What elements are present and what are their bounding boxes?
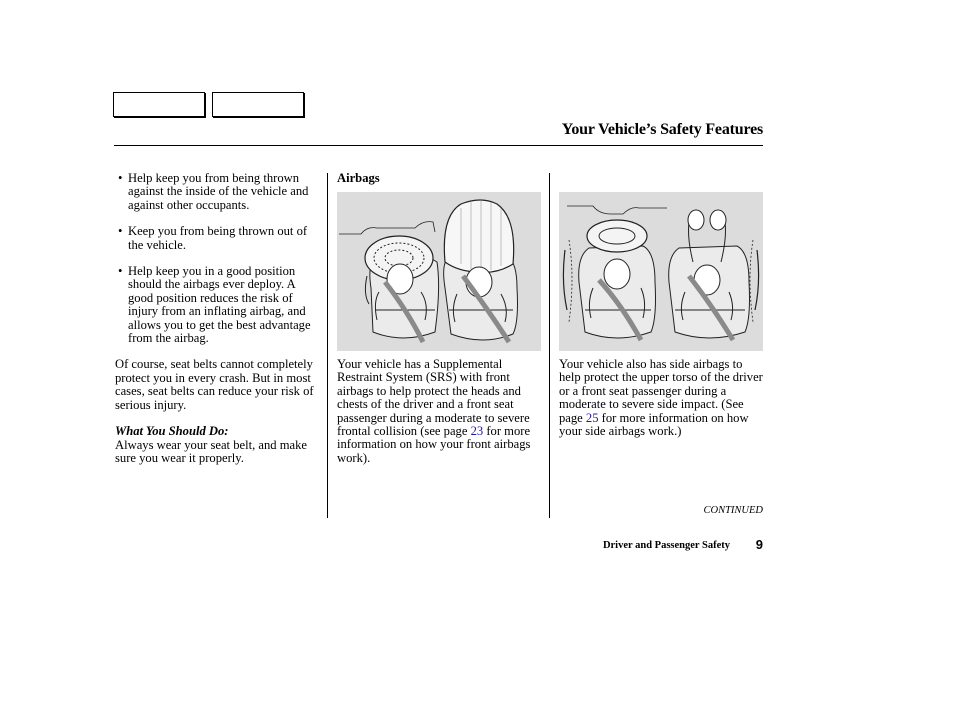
page-23-link[interactable]: 23 [470,424,484,439]
column-divider-2 [549,173,550,518]
nav-button-2[interactable] [212,92,304,117]
side-airbags-text-start: Your vehicle also has side airbags to help protect the upper torso of the driver or a front seat passenger during a moderate to severe side impact. (See page [559,357,763,425]
column-front-airbags [337,172,543,185]
front-airbags-text-end: for more information on how your front airbags work). [337,424,531,465]
footer-section-title: Driver and Passenger Safety [602,540,730,551]
nav-button-1[interactable] [113,92,205,117]
seatbelt-advice: Always wear your seat belt, and make sure you wear it properly. [115,437,307,465]
front-airbags-text-start: Your vehicle has a Supplemental Restraint System (SRS) with front airbags to help protect the heads and chests of the driver and a front seat passenger during a moderate to severe frontal collision (see page [337,357,530,439]
list-item: • Help keep you in a good position should the airbags ever deploy. A good position reduces the risk of injury from an inflating airbag, and allows you to get the best advantage from the airbag. [115,265,322,345]
airbags-heading: Airbags [337,171,380,185]
what-you-should-do-heading: What You Should Do: [115,424,229,439]
side-airbags-text-end: for more information on how your side airbags work.) [559,410,749,439]
continued-label: CONTINUED [703,505,763,516]
side-airbags-illustration [559,192,763,351]
front-airbags-illustration [337,192,541,351]
seatbelt-limitation-paragraph: Of course, seat belts cannot completely protect you in every crash. But in most cases, seat belts can reduce your risk of serious injury. [115,357,314,412]
front-airbags-text [337,358,547,465]
title-divider [114,145,763,146]
column-seatbelts [115,172,322,465]
side-airbags-text [559,358,765,438]
page-25-link[interactable]: 25 [585,410,599,425]
seatbelt-benefits-list [115,172,322,345]
column-divider-1 [327,173,328,518]
list-item: • Help keep you from being thrown against the inside of the vehicle and against other occupants. [115,172,322,212]
page-title: Your Vehicle’s Safety Features [561,121,763,138]
list-item: • Keep you from being thrown out of the vehicle. [115,225,322,252]
page-number: 9 [755,537,763,552]
